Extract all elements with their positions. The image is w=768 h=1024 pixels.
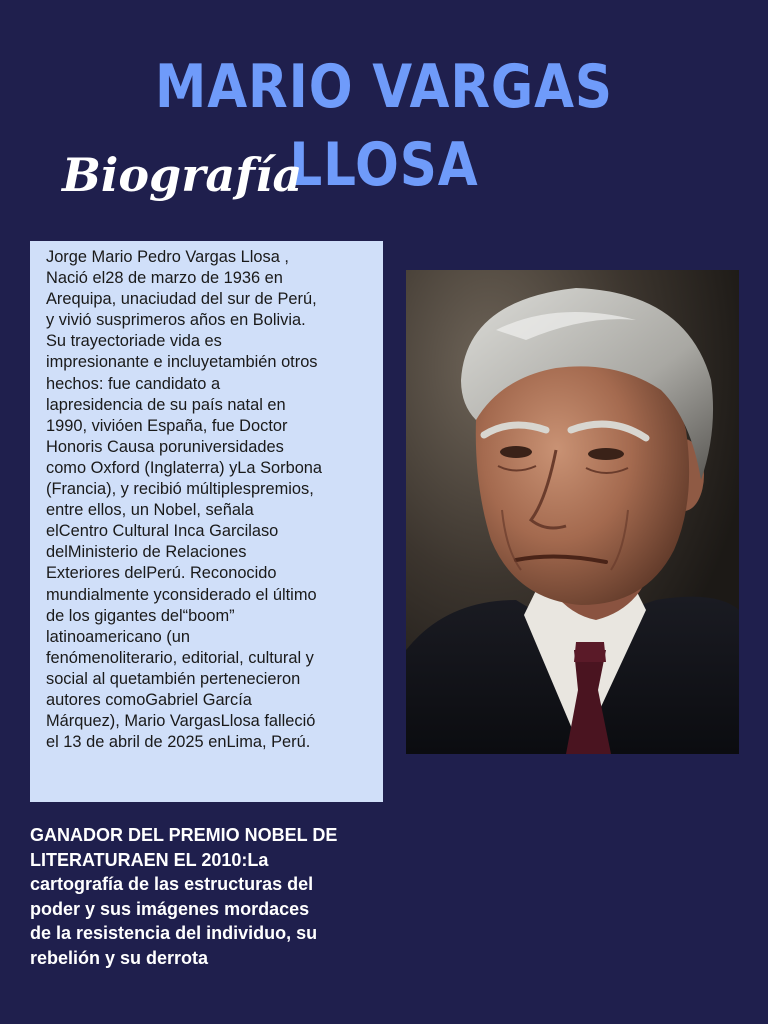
bio-line: elCentro Cultural Inca Garcilaso [46,522,279,541]
bio-line: (Francia), y recibió múltiplespremios, [46,480,314,499]
bio-line: latinoamericano (un [46,627,190,646]
bio-line: autores comoGabriel García [46,690,252,709]
bio-line: mundialmente yconsiderado el último [46,585,317,604]
award-line: rebelión y su derrota [30,947,209,968]
bio-line: lapresidencia de su país natal en [46,395,286,414]
bio-line: como Oxford (Inglaterra) yLa Sorbona [46,458,323,477]
page-title: MARIO VARGAS LLOSA [155,52,613,200]
award-line: cartografía de las estructuras del [30,874,314,894]
bio-line: 1990, vivióen España, fue Doctor [46,416,288,435]
bio-line: delMinisterio de Relaciones [46,543,247,562]
bio-line: Nació el28 de marzo de 1936 en [46,269,283,288]
portrait-illustration [406,270,739,754]
bio-line: Exteriores delPerú. Reconocido [46,564,277,583]
bio-line: Su trayectoriade vida es [46,332,222,351]
section-subtitle: Biografía [62,148,303,202]
award-line: poder y sus imágenes mordaces [30,898,310,919]
bio-line: Jorge Mario Pedro Vargas Llosa , [46,248,289,266]
biography-box [30,241,383,802]
award-line: de la resistencia del individuo, su [30,923,318,943]
bio-line: impresionante e incluyetambién otros [46,353,318,372]
nobel-award-text [30,823,380,970]
portrait-photo [406,270,739,754]
bio-line: Honoris Causa poruniversidades [46,437,284,456]
bio-line: fenómenoliterario, editorial, cultural y [46,648,314,667]
bio-line: Arequipa, unaciudad del sur de Perú, [46,290,317,309]
bio-line: hechos: fue candidato a [46,374,221,393]
bio-line: y vivió susprimeros años en Bolivia. [46,311,306,330]
biography-text [46,247,369,753]
bio-line: de los gigantes del“boom” [46,606,235,625]
award-line: GANADOR DEL PREMIO NOBEL DE [30,825,338,845]
bio-line: Márquez), Mario VargasLlosa falleció [46,712,316,731]
bio-line: social al quetambién pertenecieron [46,669,301,688]
bio-line: el 13 de abril de 2025 enLima, Perú. [46,733,311,752]
bio-line: entre ellos, un Nobel, señala [46,501,254,520]
award-line: LITERATURAEN EL 2010:La [30,849,269,870]
